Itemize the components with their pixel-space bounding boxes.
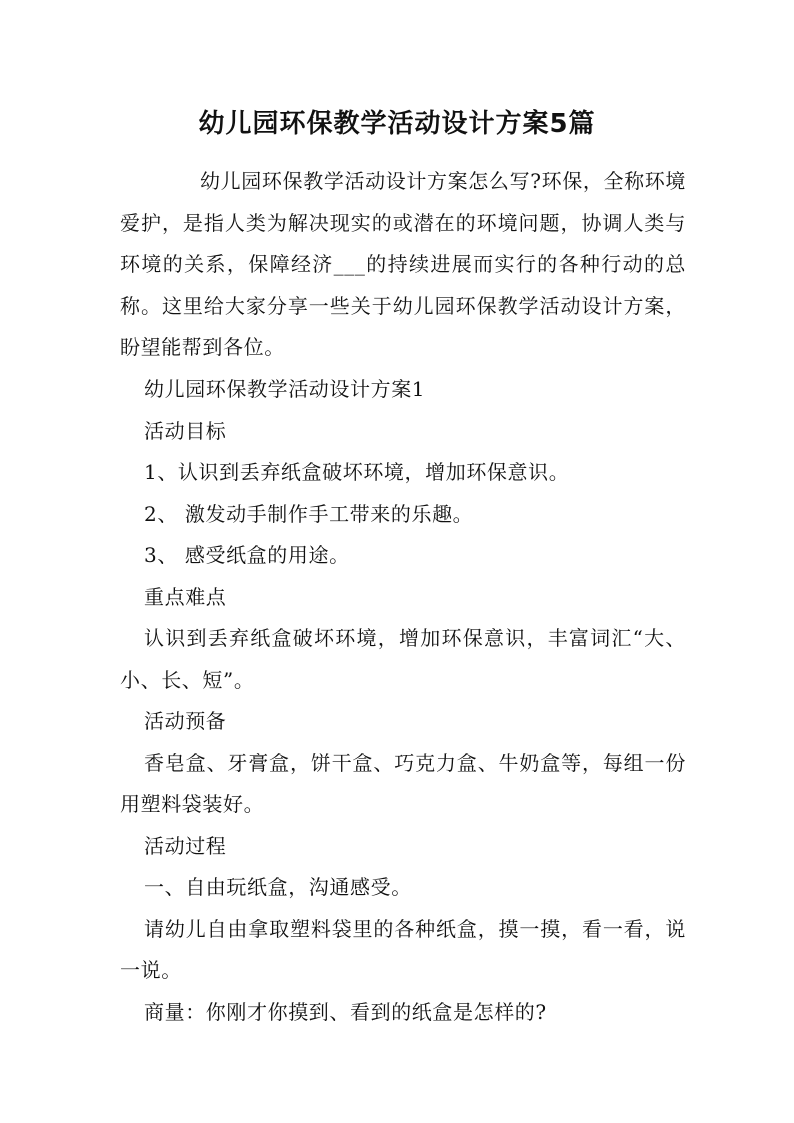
- goal-item-1: 1、认识到丢弃纸盒破坏环境，增加环保意识。: [144, 460, 570, 484]
- process-instruction: 请幼儿自由拿取塑料袋里的各种纸盒，摸一摸，看一看，说一说。: [120, 916, 686, 982]
- document-body: [120, 369, 686, 1033]
- section-heading-plan-1: 幼儿园环保教学活动设计方案1: [144, 377, 426, 401]
- process-step-1: 一、自由玩纸盒，沟通感受。: [144, 875, 412, 899]
- heading-process: 活动过程: [144, 833, 227, 858]
- heading-preparation: 活动预备: [144, 709, 227, 733]
- goal-item-2: 2、 激发动手制作手工带来的乐趣。: [144, 501, 474, 526]
- process-discussion: 商量：你刚才你摸到、看到的纸盒是怎样的?: [144, 999, 547, 1024]
- document-title: 幼儿园环保教学活动设计方案5篇: [198, 109, 596, 139]
- heading-key-points: 重点难点: [144, 584, 227, 609]
- preparation-text: 香皂盒、牙膏盒，饼干盒、巧克力盒、牛奶盒等，每组一份用塑料袋装好。: [120, 750, 686, 816]
- intro-paragraph: 幼儿园环保教学活动设计方案怎么写?环保，全称环境爱护，是指人类为解决现实的或潜在的环境问题，协调人类与环境的关系，保障经济___的持续进展而实行的各种行动的总称。这里给大家分享一些关于幼儿园环保教学活动设计方案，盼望能帮到各位。: [120, 169, 686, 359]
- goal-item-3: 3、 感受纸盒的用途。: [144, 543, 350, 567]
- heading-activity-goals: 活动目标: [144, 418, 227, 443]
- key-points-text: 认识到丢弃纸盒破坏环境，增加环保意识，丰富词汇“大、小、长、短”。: [120, 626, 686, 692]
